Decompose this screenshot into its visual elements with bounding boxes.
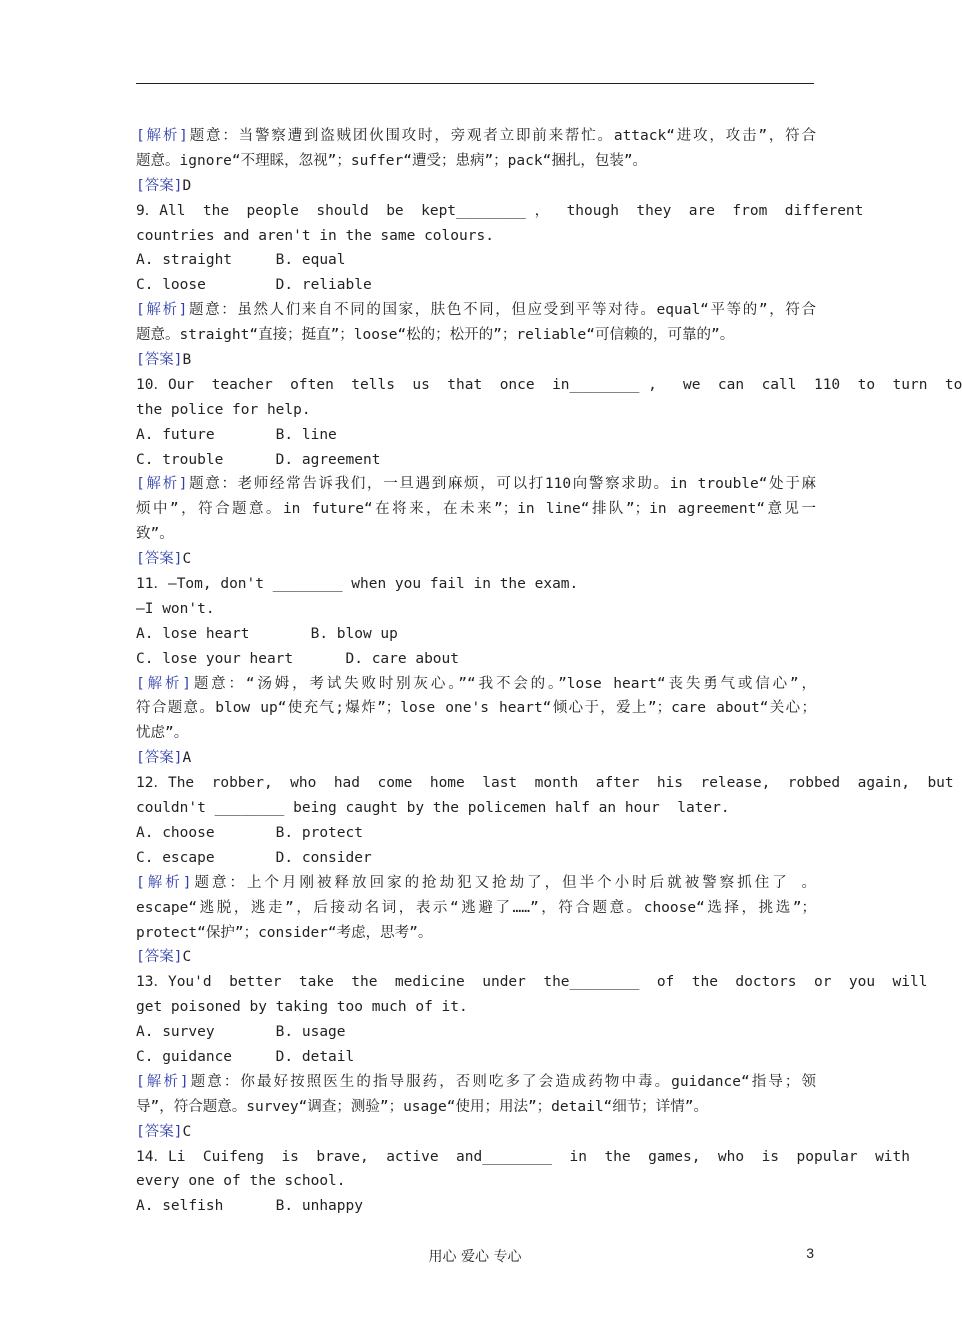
- answer-line: [136, 174, 816, 199]
- answer-line: [136, 746, 816, 771]
- answer-value: B: [182, 352, 192, 369]
- analysis-line: 题意。straight“直接；挺直”；loose“松的；松开的”；reliable“可信赖的，可靠的”。: [136, 327, 735, 344]
- question-stem: 10．Our teacher often tells us that once in________ , we can call 110 to turn to: [136, 376, 962, 393]
- answer-value: C: [182, 949, 192, 966]
- option-line: A. selfish B. unhappy: [136, 1198, 363, 1215]
- option-line: A. lose heart B. blow up: [136, 625, 398, 642]
- analysis-tag: [解析]: [136, 476, 188, 493]
- answer-tag: [答案]: [136, 177, 183, 194]
- option-line: A. straight B. equal: [136, 252, 346, 269]
- analysis-tag: [解析]: [136, 302, 188, 319]
- analysis-line: escape“逃脱，逃走”，后接动名词，表示“逃避了……”，符合题意。choose“选择，挑选”；: [136, 899, 816, 916]
- answer-value: C: [182, 1123, 192, 1140]
- page-number: 3: [806, 1245, 814, 1261]
- analysis-line: 致”。: [136, 526, 174, 543]
- answer-tag: [答案]: [136, 750, 183, 767]
- analysis-line: 符合题意。blow up“使充气;爆炸”；lose one's heart“倾心于，爱上”；care about“关心；: [136, 700, 816, 717]
- question-stem: 11．—Tom, don't ________ when you fail in the exam.: [136, 576, 579, 593]
- option-line: A. survey B. usage: [136, 1024, 346, 1041]
- option-line: C. trouble D. agreement: [136, 451, 381, 468]
- answer-tag: [答案]: [136, 352, 183, 369]
- header-rule: [136, 83, 814, 84]
- analysis-tag: [解析]: [136, 874, 192, 891]
- question-stem: 13．You'd better take the medicine under the________ of the doctors or you will: [136, 974, 928, 991]
- analysis-line: 导”，符合题意。survey“调查；测验”；usage“使用；用法”；detail“细节；详情”。: [136, 1098, 709, 1115]
- analysis-tag: [解析]: [136, 675, 191, 692]
- answer-line: [136, 547, 816, 572]
- answer-tag: [答案]: [136, 1123, 183, 1140]
- analysis-tag: [解析]: [136, 1073, 189, 1090]
- document-body: [136, 124, 962, 1219]
- question-stem: the police for help.: [136, 401, 311, 418]
- answer-value: A: [182, 750, 192, 767]
- option-line: A. future B. line: [136, 426, 337, 443]
- answer-value: C: [182, 551, 192, 568]
- analysis-line: 烦中”，符合题意。in future“在将来，在未来”；in line“排队”；in agreement“意见一: [136, 501, 816, 518]
- option-line: A. choose B. protect: [136, 824, 363, 841]
- analysis-line: [解析]题意：当警察遭到盗贼团伙围攻时，旁观者立即前来帮忙。attack“进攻，攻击”，符合: [136, 128, 816, 144]
- answer-tag: [答案]: [136, 949, 183, 966]
- footer-text: 用心 爱心 专心: [428, 1249, 522, 1265]
- analysis-line: [解析]题意：你最好按照医生的指导服药，否则吃多了会造成药物中毒。guidance“指导；领: [136, 1073, 816, 1090]
- answer-line: [136, 348, 816, 373]
- analysis-line: [解析]题意：虽然人们来自不同的国家，肤色不同，但应受到平等对待。equal“平等的”，符合: [136, 302, 817, 319]
- analysis-line: [解析]题意：老师经常告诉我们，一旦遇到麻烦，可以打110向警察求助。in trouble“处于麻: [136, 476, 816, 493]
- option-line: C. loose D. reliable: [136, 277, 372, 294]
- question-stem: countries and aren't in the same colours.: [136, 227, 494, 244]
- analysis-line: [解析]题意：“汤姆，考试失败时别灰心。”“我不会的。”lose heart“丧失勇气或信心”，: [136, 675, 816, 692]
- answer-line: [136, 1120, 816, 1145]
- question-stem: couldn't ________ being caught by the policemen half an hour later.: [136, 800, 730, 817]
- question-stem: 9．All the people should be kept________ ， though they are from different: [136, 202, 864, 219]
- question-stem: get poisoned by taking too much of it.: [136, 999, 468, 1016]
- answer-tag: [答案]: [136, 551, 183, 568]
- question-stem: every one of the school.: [136, 1173, 346, 1190]
- analysis-tag: [解析]: [136, 128, 188, 144]
- question-stem: 14．Li Cuifeng is brave, active and________ in the games, who is popular with: [136, 1148, 910, 1165]
- analysis-line: 题意。ignore“不理睬，忽视”；suffer“遭受；患病”；pack“捆扎，包装”。: [136, 152, 648, 169]
- option-line: C. lose your heart D. care about: [136, 650, 460, 667]
- analysis-line: 忧虑”。: [136, 725, 189, 742]
- question-stem: —I won't.: [136, 600, 215, 617]
- answer-line: [136, 945, 816, 970]
- analysis-line: protect“保护”；consider“考虑，思考”。: [136, 924, 433, 941]
- option-line: C. escape D. consider: [136, 849, 372, 866]
- question-stem: 12．The robber, who had come home last month after his release, robbed again, but: [136, 775, 954, 792]
- analysis-line: [解析]题意：上个月刚被释放回家的抢劫犯又抢劫了，但半个小时后就被警察抓住了 。: [136, 874, 816, 891]
- answer-value: D: [182, 177, 192, 194]
- option-line: C. guidance D. detail: [136, 1048, 355, 1065]
